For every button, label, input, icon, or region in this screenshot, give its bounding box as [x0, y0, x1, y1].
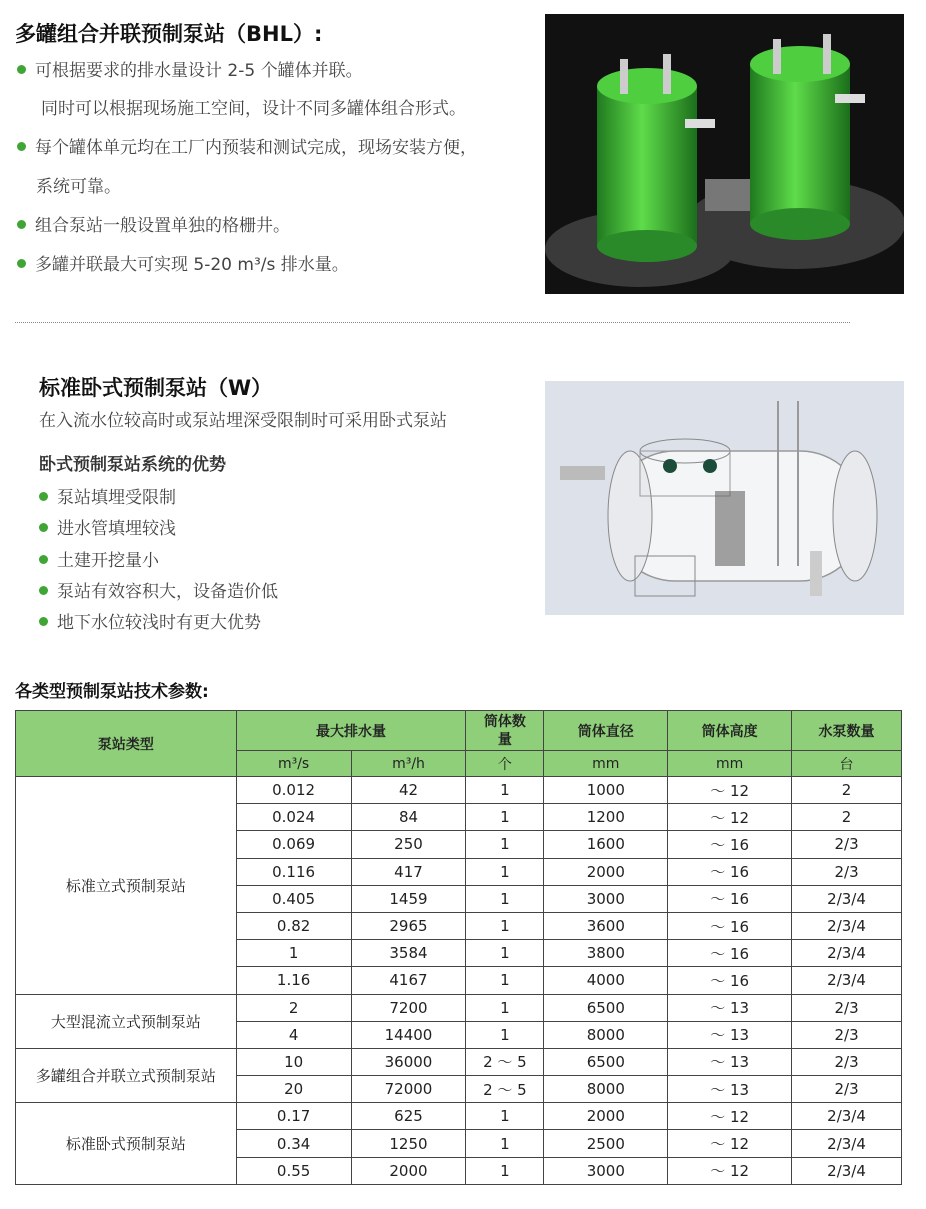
w-item-3: 土建开挖量小	[39, 551, 159, 571]
table-cell: 1600	[544, 831, 668, 858]
table-cell: 2/3	[792, 1021, 902, 1048]
table-cell: 4	[236, 1021, 351, 1048]
bullet-dot-icon	[39, 555, 48, 564]
table-cell: 1	[466, 777, 544, 804]
table-cell: 20	[236, 1076, 351, 1103]
station-type-cell: 多罐组合并联立式预制泵站	[16, 1048, 237, 1102]
table-cell: ～ 13	[668, 1076, 792, 1103]
table-cell: 2 ～ 5	[466, 1048, 544, 1075]
w-item-2: 进水管填埋较浅	[39, 519, 176, 539]
table-row	[16, 1048, 902, 1075]
table-cell: 36000	[351, 1048, 466, 1075]
table-cell: ～ 13	[668, 1048, 792, 1075]
table-cell: ～ 16	[668, 940, 792, 967]
table-cell: ～ 16	[668, 912, 792, 939]
table-cell: ～ 13	[668, 1021, 792, 1048]
table-cell: ～ 12	[668, 804, 792, 831]
table-cell: 2500	[544, 1130, 668, 1157]
table-cell: 72000	[351, 1076, 466, 1103]
station-type-cell: 标准立式预制泵站	[16, 777, 237, 995]
table-cell: 2/3/4	[792, 1130, 902, 1157]
table-cell: 1	[466, 885, 544, 912]
w-intro: 在入流水位较高时或泵站埋深受限制时可采用卧式泵站	[39, 411, 447, 431]
table-cell: 42	[351, 777, 466, 804]
table-cell: 1	[466, 1157, 544, 1184]
bullet-dot-icon	[39, 586, 48, 595]
table-cell: 1	[466, 994, 544, 1021]
table-cell: 84	[351, 804, 466, 831]
table-cell: 3600	[544, 912, 668, 939]
table-body	[16, 777, 902, 1185]
table-cell: 2965	[351, 912, 466, 939]
table-cell: 4167	[351, 967, 466, 994]
station-type-cell: 标准卧式预制泵站	[16, 1103, 237, 1185]
bhl-title: 多罐组合并联预制泵站（BHL）:	[15, 22, 323, 46]
bhl-line-1: 可根据要求的排水量设计 2-5 个罐体并联。	[17, 61, 363, 81]
table-cell: 8000	[544, 1021, 668, 1048]
table-cell: 2/3/4	[792, 940, 902, 967]
table-cell: 417	[351, 858, 466, 885]
table-cell: 1200	[544, 804, 668, 831]
table-cell: 1	[466, 858, 544, 885]
table-cell: 0.024	[236, 804, 351, 831]
spec-table	[15, 710, 902, 1185]
table-cell: 0.34	[236, 1130, 351, 1157]
table-cell: 4000	[544, 967, 668, 994]
table-cell: ～ 16	[668, 831, 792, 858]
table-cell: 0.82	[236, 912, 351, 939]
table-cell: 14400	[351, 1021, 466, 1048]
table-cell: 1250	[351, 1130, 466, 1157]
section-divider	[15, 322, 850, 323]
table-cell: 3000	[544, 885, 668, 912]
table-cell: 0.405	[236, 885, 351, 912]
table-cell: 2/3/4	[792, 1103, 902, 1130]
table-cell: 1	[466, 940, 544, 967]
table-cell: 2 ～ 5	[466, 1076, 544, 1103]
table-cell: 0.116	[236, 858, 351, 885]
table-cell: 2/3	[792, 858, 902, 885]
unit-m3h: m³/h	[351, 751, 466, 777]
unit-count: 个	[466, 751, 544, 777]
table-cell: 1.16	[236, 967, 351, 994]
table-cell: 0.55	[236, 1157, 351, 1184]
table-cell: 625	[351, 1103, 466, 1130]
table-cell: ～ 16	[668, 885, 792, 912]
table-cell: 2000	[544, 1103, 668, 1130]
bhl-line-2: 同时可以根据现场施工空间，设计不同多罐体组合形式。	[41, 99, 466, 119]
bullet-dot-icon	[17, 259, 26, 268]
table-cell: 1	[466, 1103, 544, 1130]
table-cell: 1	[466, 1130, 544, 1157]
w-item-5: 地下水位较浅时有更大优势	[39, 613, 261, 633]
table-cell: 2/3/4	[792, 1157, 902, 1184]
header-height: 筒体高度	[668, 711, 792, 751]
w-title: 标准卧式预制泵站（W）	[39, 376, 273, 400]
header-pumps: 水泵数量	[792, 711, 902, 751]
table-row	[16, 1103, 902, 1130]
table-cell: 2	[792, 804, 902, 831]
table-cell: 3584	[351, 940, 466, 967]
table-cell: 0.012	[236, 777, 351, 804]
table-cell: 0.17	[236, 1103, 351, 1130]
table-cell: 6500	[544, 1048, 668, 1075]
table-cell: 1459	[351, 885, 466, 912]
table-cell: 2000	[351, 1157, 466, 1184]
table-cell: 1	[466, 967, 544, 994]
table-cell: 250	[351, 831, 466, 858]
unit-m3s: m³/s	[236, 751, 351, 777]
table-cell: 2/3	[792, 1048, 902, 1075]
table-cell: 2/3/4	[792, 967, 902, 994]
table-cell: ～ 12	[668, 777, 792, 804]
table-cell: 7200	[351, 994, 466, 1021]
w-horizontal-station-image	[545, 381, 904, 615]
bullet-dot-icon	[39, 523, 48, 532]
table-cell: 2/3/4	[792, 885, 902, 912]
bhl-line-6: 多罐并联最大可实现 5-20 m³/s 排水量。	[17, 255, 349, 275]
table-cell: ～ 16	[668, 858, 792, 885]
bullet-dot-icon	[39, 492, 48, 501]
table-cell: 1	[466, 831, 544, 858]
table-cell: 6500	[544, 994, 668, 1021]
bhl-line-3: 每个罐体单元均在工厂内预装和测试完成，现场安装方便，	[17, 138, 477, 158]
bullet-dot-icon	[17, 65, 26, 74]
header-flow: 最大排水量	[236, 711, 466, 751]
header-count: 筒体数量	[466, 711, 544, 751]
bhl-tanks-image	[545, 14, 904, 294]
table-cell: ～ 16	[668, 967, 792, 994]
unit-pumps: 台	[792, 751, 902, 777]
table-cell: 2000	[544, 858, 668, 885]
table-cell: 2	[792, 777, 902, 804]
unit-diameter: mm	[544, 751, 668, 777]
table-cell: 1	[466, 912, 544, 939]
w-subtitle: 卧式预制泵站系统的优势	[39, 455, 226, 475]
w-item-4: 泵站有效容积大，设备造价低	[39, 582, 278, 602]
table-cell: 8000	[544, 1076, 668, 1103]
table-cell: ～ 12	[668, 1130, 792, 1157]
table-cell: 2/3	[792, 831, 902, 858]
table-cell: ～ 12	[668, 1157, 792, 1184]
table-row	[16, 777, 902, 804]
table-cell: 1	[466, 1021, 544, 1048]
w-item-1: 泵站填埋受限制	[39, 488, 176, 508]
table-cell: 2/3/4	[792, 912, 902, 939]
table-cell: 0.069	[236, 831, 351, 858]
table-cell: 2/3	[792, 994, 902, 1021]
station-type-cell: 大型混流立式预制泵站	[16, 994, 237, 1048]
header-diameter: 筒体直径	[544, 711, 668, 751]
table-row	[16, 994, 902, 1021]
table-cell: ～ 12	[668, 1103, 792, 1130]
bullet-dot-icon	[17, 220, 26, 229]
bhl-line-4: 系统可靠。	[36, 177, 121, 197]
table-title: 各类型预制泵站技术参数:	[15, 682, 209, 702]
table-cell: ～ 13	[668, 994, 792, 1021]
table-cell: 2	[236, 994, 351, 1021]
table-cell: 10	[236, 1048, 351, 1075]
table-cell: 1000	[544, 777, 668, 804]
bullet-dot-icon	[17, 142, 26, 151]
bhl-line-5: 组合泵站一般设置单独的格栅井。	[17, 216, 290, 236]
table-cell: 3000	[544, 1157, 668, 1184]
header-type: 泵站类型	[16, 711, 237, 777]
table-cell: 1	[466, 804, 544, 831]
unit-height: mm	[668, 751, 792, 777]
bullet-dot-icon	[39, 617, 48, 626]
table-cell: 1	[236, 940, 351, 967]
table-cell: 3800	[544, 940, 668, 967]
table-cell: 2/3	[792, 1076, 902, 1103]
